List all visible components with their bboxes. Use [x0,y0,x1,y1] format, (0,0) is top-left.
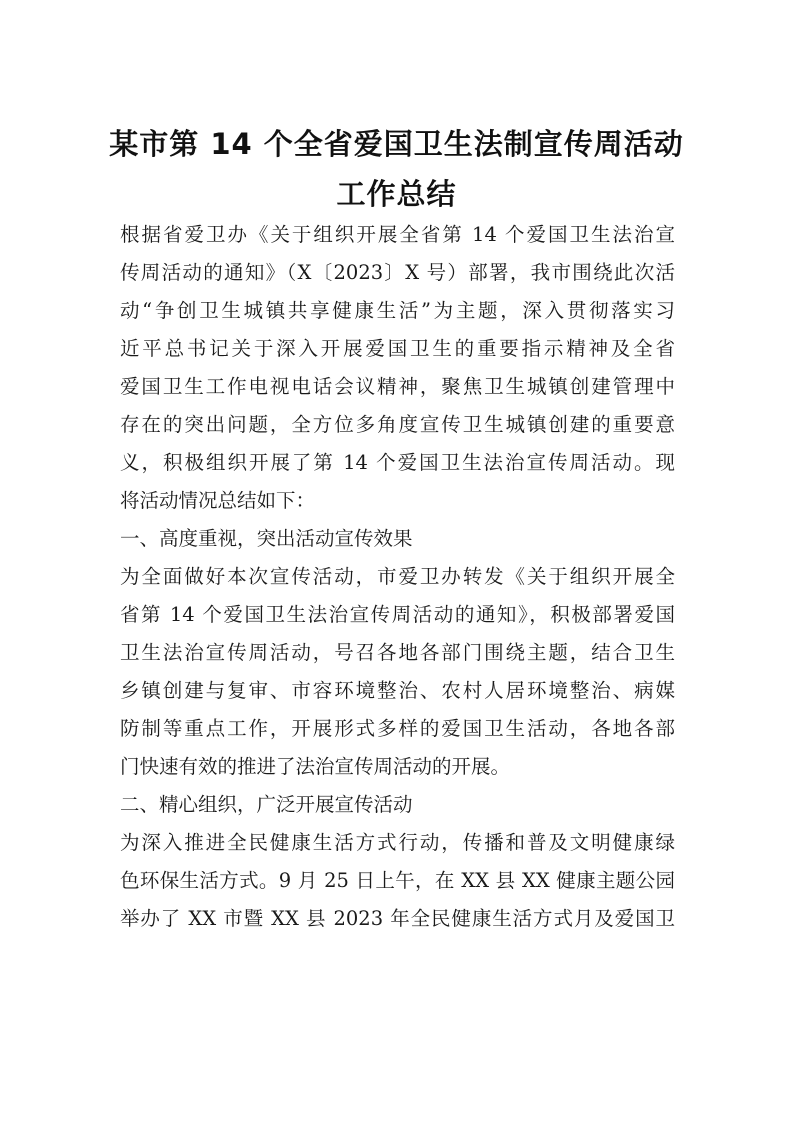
paragraph-1-line-7: 义，积极组织开展了第 14 个爱国卫生法治宣传周活动。现 [120,451,675,474]
paragraph-3-line-2: 色环保生活方式。9 月 25 日上午，在 XX 县 XX 健康主题公园 [120,869,675,892]
paragraph-2-line-5: 防制等重点工作，开展形式多样的爱国卫生活动，各地各部 [120,717,675,740]
section-heading-2: 二、精心组织，广泛开展宣传活动 [120,793,413,816]
paragraph-2-line-4: 乡镇创建与复审、市容环境整治、农村人居环境整治、病媒 [120,679,675,702]
paragraph-2-line-6: 门快速有效的推进了法治宣传周活动的开展。 [120,755,511,778]
paragraph-3-line-3: 举办了 XX 市暨 XX 县 2023 年全民健康生活方式月及爱国卫 [120,907,675,930]
paragraph-1-line-5: 爱国卫生工作电视电话会议精神，聚焦卫生城镇创建管理中 [120,375,675,398]
paragraph-2-line-3: 卫生法治宣传周活动，号召各地各部门围绕主题，结合卫生 [120,641,675,664]
paragraph-1-line-1: 根据省爱卫办《关于组织开展全省第 14 个爱国卫生法治宣 [120,223,675,246]
section-heading-1: 一、高度重视，突出活动宣传效果 [120,527,413,550]
paragraph-1-line-3: 动“争创卫生城镇共享健康生活”为主题，深入贯彻落实习 [120,299,675,322]
paragraph-2-line-1: 为全面做好本次宣传活动，市爱卫办转发《关于组织开展全 [120,565,675,588]
paragraph-3-line-1: 为深入推进全民健康生活方式行动，传播和普及文明健康绿 [120,831,675,854]
paragraph-1-line-8: 将活动情况总结如下： [120,489,316,512]
paragraph-1-line-2: 传周活动的通知》（X〔2023〕X 号）部署，我市围绕此次活 [120,261,675,284]
paragraph-2-line-2: 省第 14 个爱国卫生法治宣传周活动的通知》，积极部署爱国 [120,603,675,626]
document-title-line-2: 工作总结 [336,177,457,211]
document-title-line-1: 某市第 14 个全省爱国卫生法制宣传周活动 [109,127,684,161]
paragraph-1-line-4: 近平总书记关于深入开展爱国卫生的重要指示精神及全省 [120,337,675,360]
paragraph-1-line-6: 存在的突出问题，全方位多角度宣传卫生城镇创建的重要意 [120,413,675,436]
